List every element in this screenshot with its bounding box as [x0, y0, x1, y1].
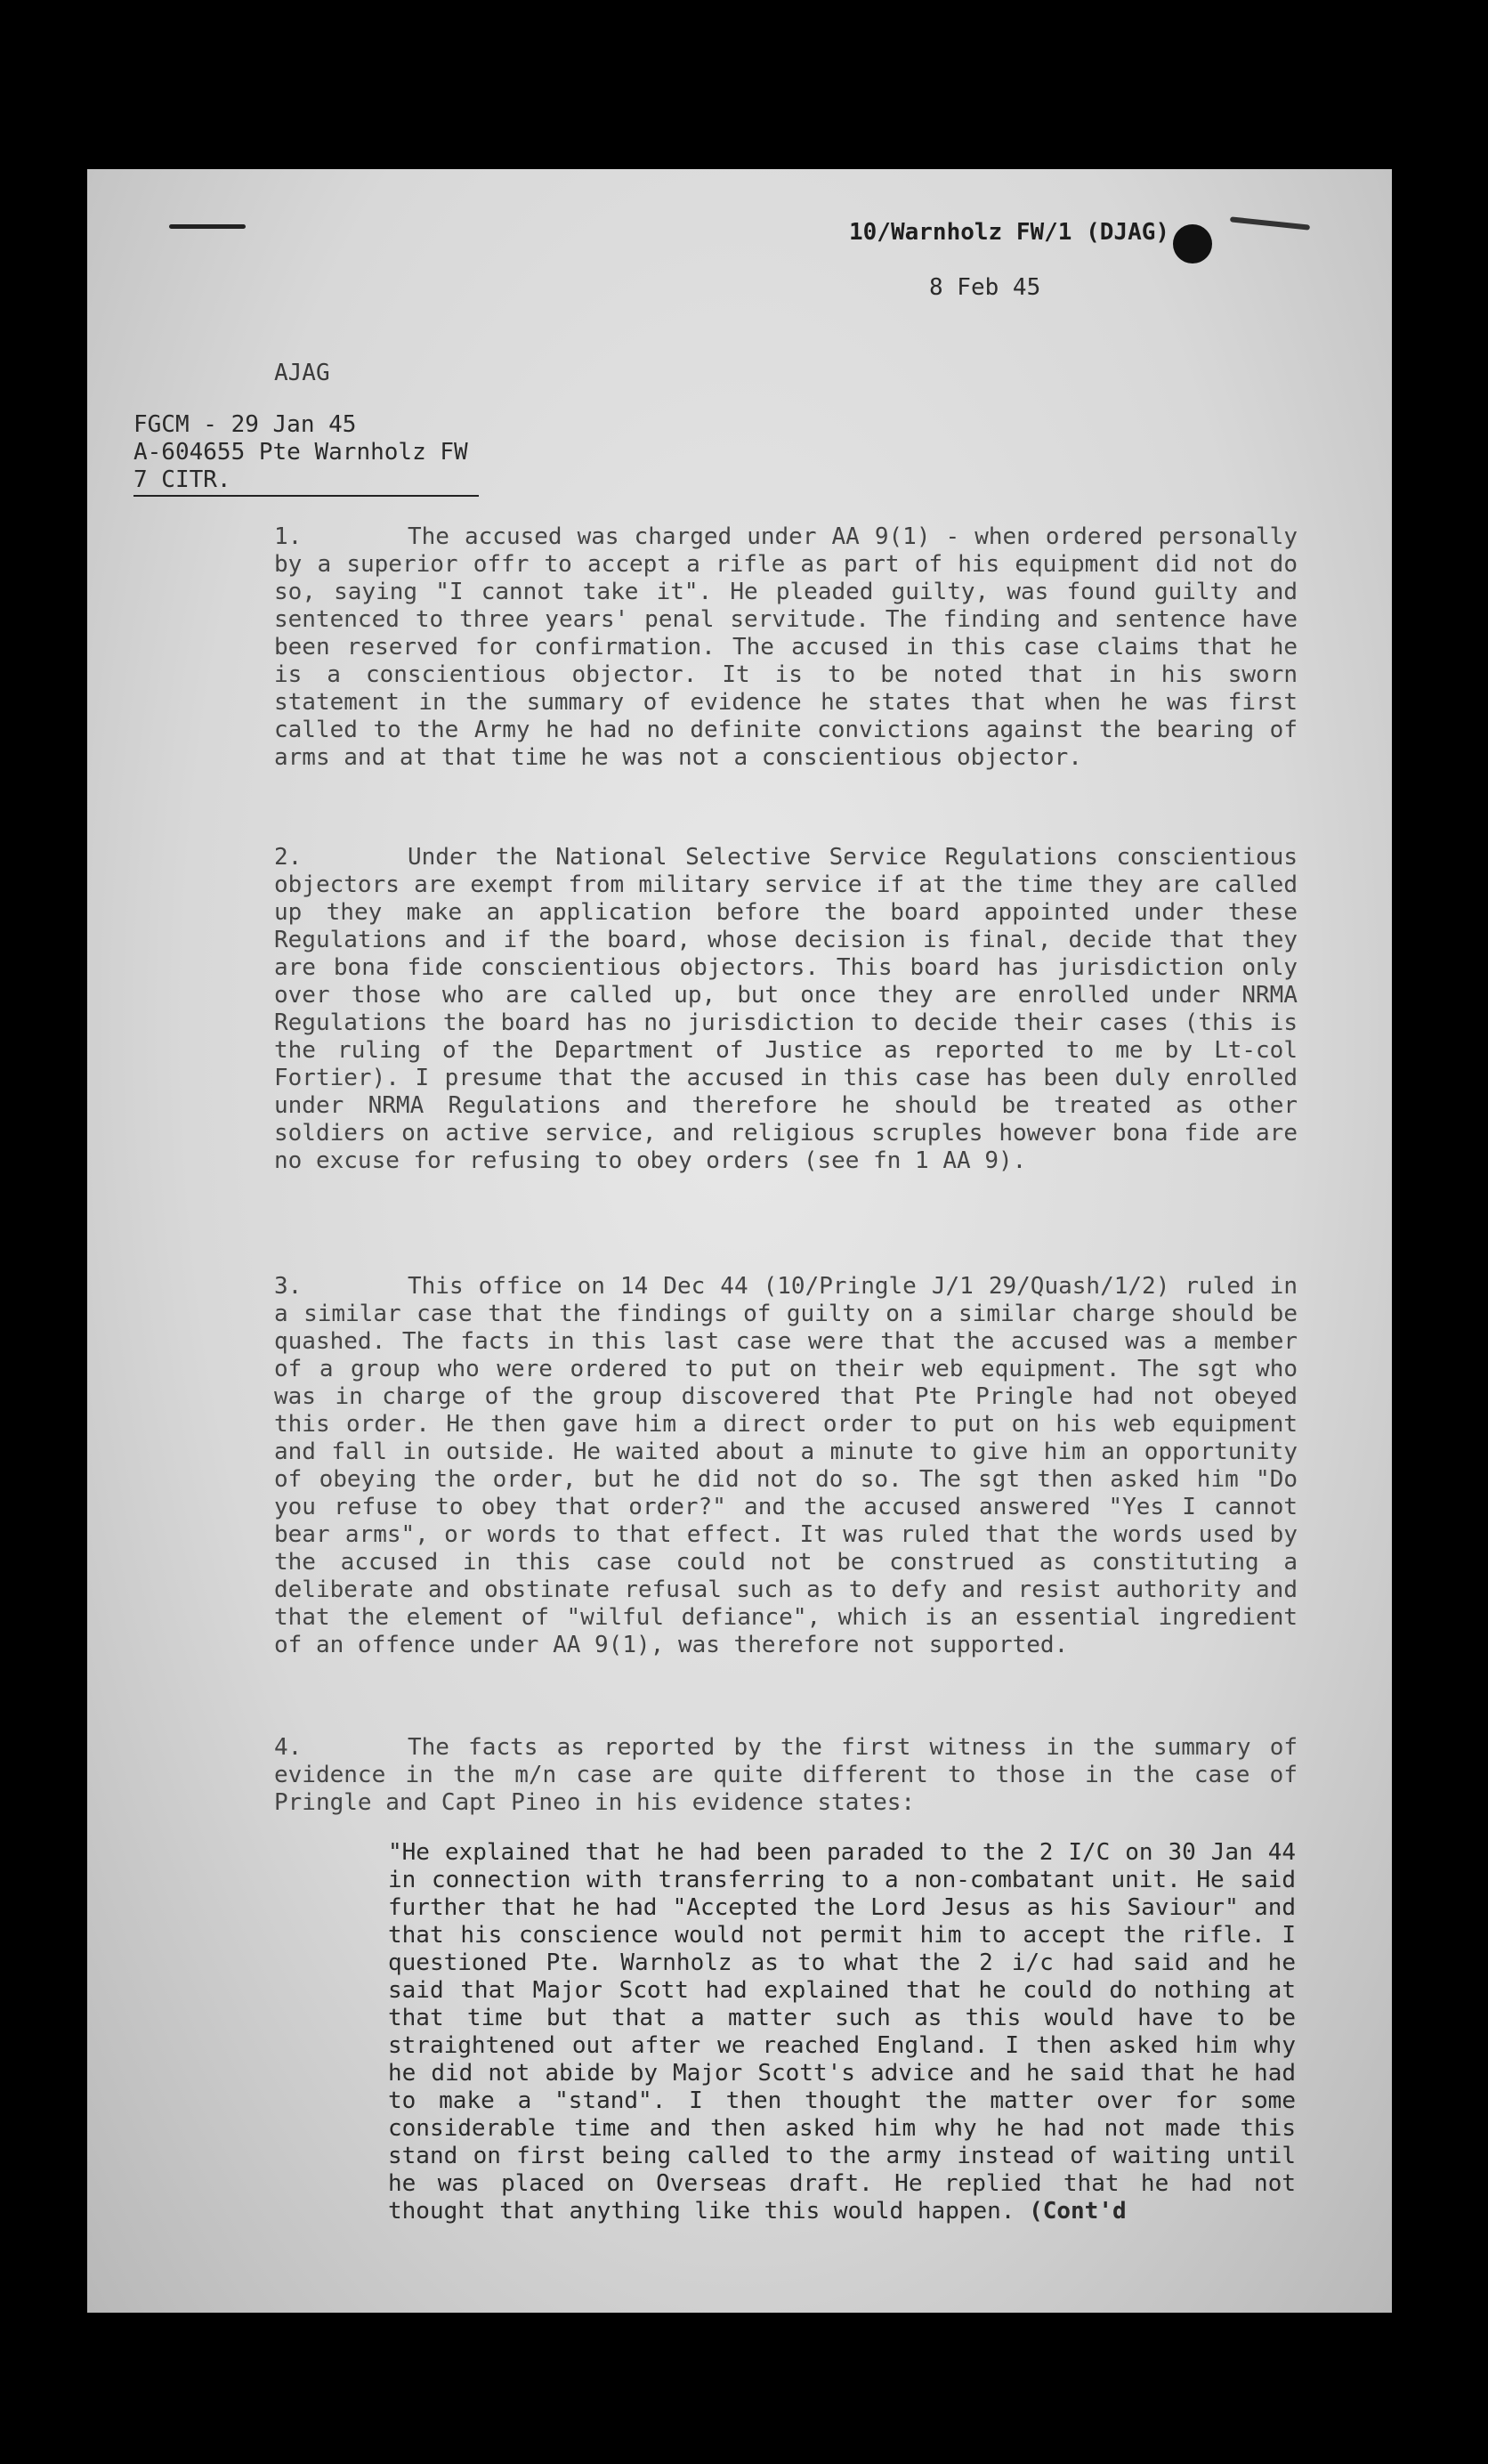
fgcm-line: FGCM - 29 Jan 45	[133, 411, 357, 438]
accused-line: A-604655 Pte Warnholz FW	[133, 439, 468, 466]
quotation-text: "He explained that he had been paraded to the 2 I/C on 30 Jan 44 in connection with transferring to a non-combatant unit. He said further that he had "Accepted the Lord Jesus as his Saviour" and that his conscience would not permit him to accept the rifle. I questioned Pte. Warnholz as to what the 2 i/c had said and he said that Major Scott had explained that he could do nothing at that time but that a matter such as this would have to be straightened out after we reached England. I then asked him why he did not abide by Major Scott's advice and he said that he had to make a "stand". I then thought the matter over for some considerable time and then asked him why he had not made this stand on first being called to the army instead of waiting until he was placed on Overseas draft. He replied that he had not thought that anything like this would happen.	[388, 1839, 1296, 2225]
pen-stroke	[1230, 216, 1310, 230]
paragraph-number: 1.	[274, 523, 303, 550]
unit-line: 7 CITR.	[133, 466, 231, 493]
paragraph-text: The accused was charged under AA 9(1) - when ordered personally by a superior offr to accept a rifle as part of his equipment did not do so, saying "I cannot take it". He pleaded guilty, was found guilty and sentenced to three years' penal servitude. The finding and sentence have been reserved for confirmation. The accused in this case claims that he is a conscientious objector. It is to be noted that in his sworn statement in the summary of evidence he states that when he was first called to the Army he had no definite convictions against the bearing of arms and at that time he was not a conscientious objector.	[274, 523, 1298, 771]
paragraph-4	[274, 1734, 1298, 1817]
addressee: AJAG	[274, 360, 330, 386]
paragraph-number: 4.	[274, 1734, 303, 1761]
ink-blot	[1173, 224, 1212, 263]
witness-quotation	[388, 1839, 1296, 2225]
paragraph-3	[274, 1273, 1298, 1659]
pen-mark	[169, 224, 246, 229]
file-reference: 10/Warnholz FW/1 (DJAG)	[849, 219, 1170, 246]
continued-marker: (Cont'd	[1029, 2198, 1127, 2225]
paragraph-number: 3.	[274, 1273, 303, 1300]
case-header	[133, 411, 468, 494]
paragraph-text: This office on 14 Dec 44 (10/Pringle J/1 29/Quash/1/2) ruled in a similar case that the findings of guilty on a similar charge should be quashed. The facts in this last case were that the accused was a member of a group who were ordered to put on their web equipment. The sgt who was in charge of the group discovered that Pte Pringle had not obeyed this order. He then gave him a direct order to put on his web equipment and fall in outside. He waited about a minute to give him an opportunity of obeying the order, but he did not do so. The sgt then asked him "Do you refuse to obey that order?" and the accused answered "Yes I cannot bear arms", or words to that effect. It was ruled that the words used by the accused in this case could not be construed as constituting a deliberate and obstinate refusal such as to defy and resist authority and that the element of "wilful defiance", which is an essential ingredient of an offence under AA 9(1), was therefore not supported.	[274, 1273, 1298, 1658]
paragraph-text: Under the National Selective Service Regulations conscientious objectors are exempt from military service if at the time they are called up they make an application before the board appointed under these Regulations and if the board, whose decision is final, decide that they are bona fide conscientious objectors. This board has jurisdiction only over those who are called up, but once they are enrolled under NRMA Regulations the board has no jurisdiction to decide their cases (this is the ruling of the Department of Justice as reported to me by Lt-col Fortier). I presume that the accused in this case has been duly enrolled under NRMA Regulations and therefore he should be treated as other soldiers on active service, and religious scruples however bona fide are no excuse for refusing to obey orders (see fn 1 AA 9).	[274, 844, 1298, 1174]
document-page	[87, 169, 1392, 2313]
header-underline	[133, 495, 479, 497]
paragraph-text: The facts as reported by the first witness in the summary of evidence in the m/n case are quite different to those in the case of Pringle and Capt Pineo in his evidence states:	[274, 1734, 1298, 1816]
paragraph-2	[274, 844, 1298, 1175]
document-date: 8 Feb 45	[929, 274, 1041, 301]
paragraph-1	[274, 523, 1298, 772]
paragraph-number: 2.	[274, 844, 303, 871]
